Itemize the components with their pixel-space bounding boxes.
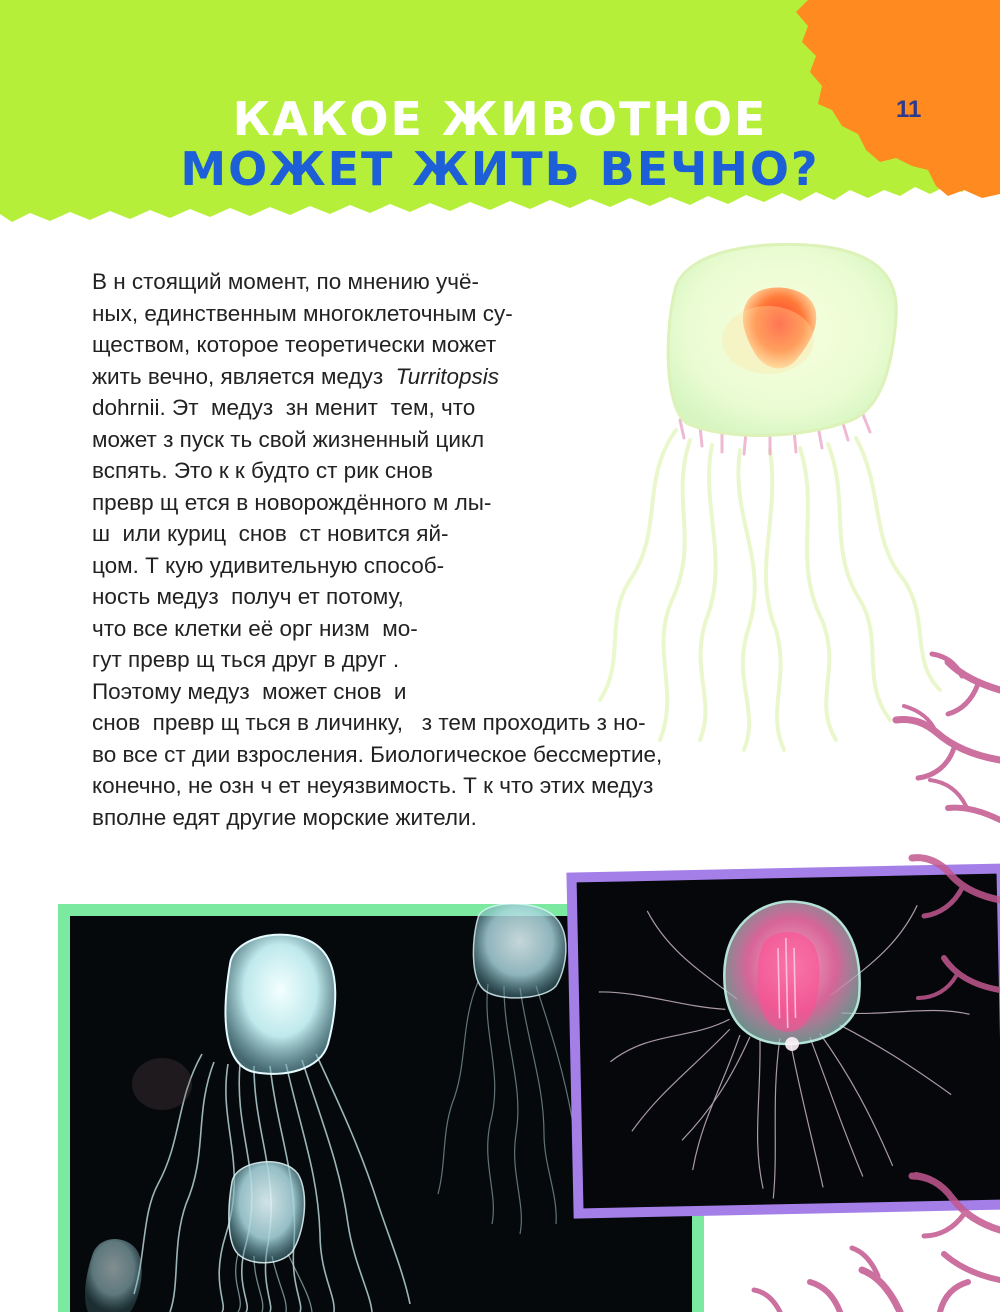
page-number: 11	[896, 96, 922, 123]
text-line: во все ст дии взросления. Биологическое бессмертие,	[92, 741, 663, 767]
species-genus: Turritopsis	[395, 363, 500, 389]
text-line: В н стоящий момент, по мнению учё-	[92, 269, 479, 294]
text-line: жить вечно, является медуз	[92, 363, 396, 389]
text-line: может з пуск ть свой жизненный цикл	[92, 426, 485, 452]
title-line-2: МОЖЕТ ЖИТЬ ВЕЧНО?	[180, 142, 820, 196]
text-line: конечно, не озн ч ет неуязвимость. Т к что этих медуз	[92, 773, 654, 798]
title-line-1: КАКОЕ ЖИВОТНОЕ	[232, 92, 768, 146]
text-line: вспять. Это к к будто ст рик снов	[92, 458, 433, 483]
text-line: Поэтому медуз может снов и	[92, 678, 407, 704]
text-line: гут превр щ ться друг в друг .	[92, 647, 400, 672]
text-line: превр щ ется в новорождённого м лы-	[92, 489, 492, 515]
text-line: ность медуз получ ет потому,	[92, 584, 404, 609]
text-line: ш или куриц снов ст новится яй-	[92, 521, 449, 546]
text-line: ществом, которое теоретически может	[92, 332, 497, 357]
text-line: dohrnii. Эт медуз зн менит тем, что	[92, 395, 476, 420]
text-line: ных, единственным многоклеточным су-	[92, 300, 513, 326]
text-line: что все клетки её орг низм мо-	[92, 615, 418, 641]
text-line: снов превр щ ться в личинку, з тем проходить з но-	[92, 710, 646, 735]
text-line: вполне едят другие морские жители.	[92, 804, 477, 830]
text-line: цом. Т кую удивительную способ-	[92, 552, 445, 578]
